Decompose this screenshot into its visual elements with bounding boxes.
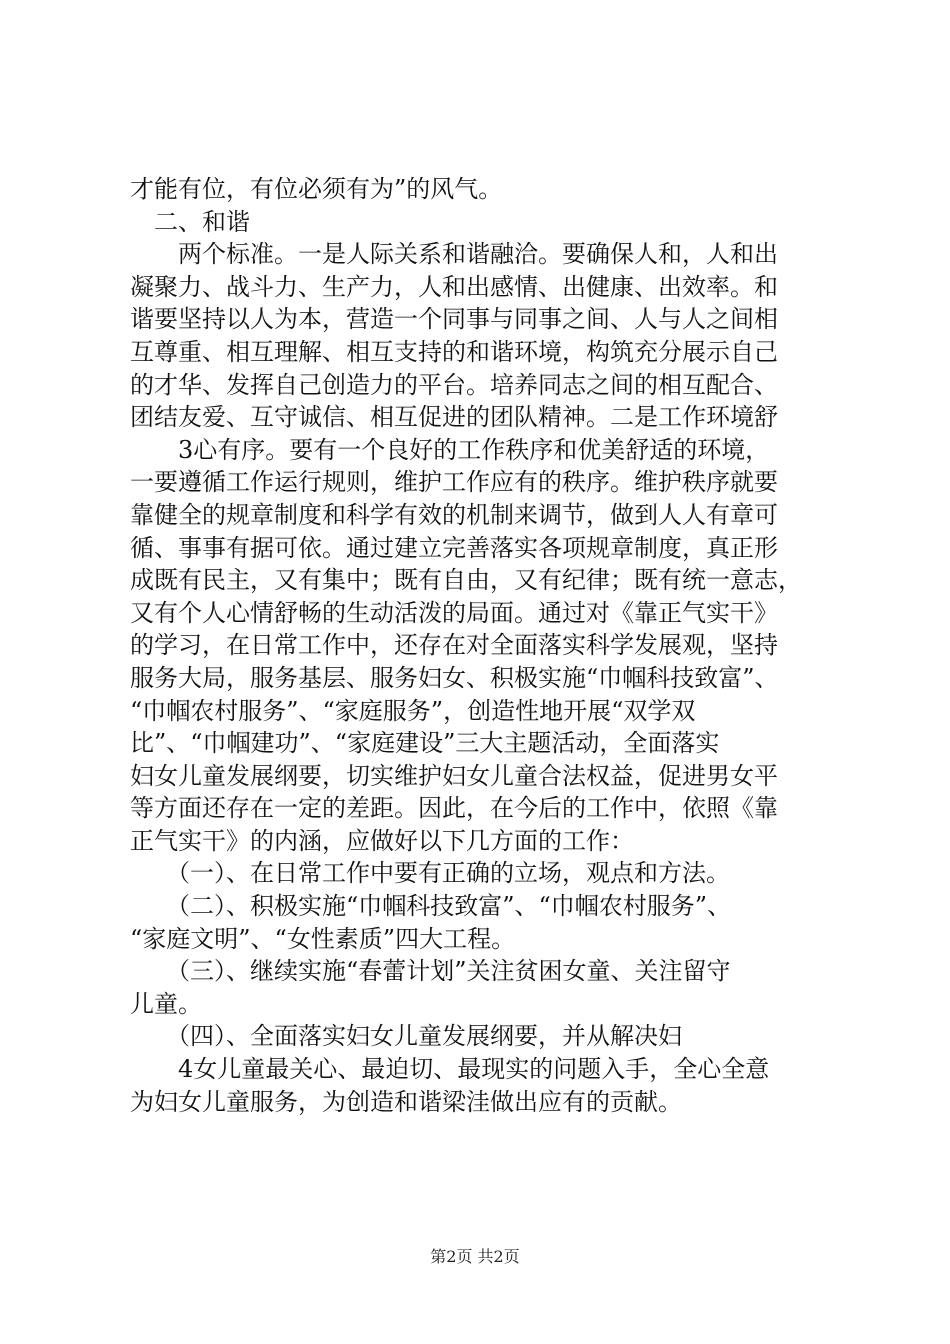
list-item: （三）、继续实施“春蕾计划”关注贫困女童、关注留守 [130, 957, 731, 986]
text-line: “家庭文明”、“女性素质”四大工程。 [130, 924, 516, 953]
text-line: 等方面还存在一定的差距。因此，在今后的工作中，依照《靠 [130, 794, 778, 823]
text-line: 服务大局，服务基层、服务妇女、积极实施“巾帼科技致富”、 [130, 663, 779, 692]
text-line: 又有个人心情舒畅的生动活泼的局面。通过对《靠正气实干》 [130, 598, 778, 627]
text-line: 一要遵循工作运行规则，维护工作应有的秩序。维护秩序就要 [130, 468, 778, 497]
text-line: 的学习，在日常工作中，还存在对全面落实科学发展观，坚持 [130, 631, 778, 660]
text-line: 谐要坚持以人为本，营造一个同事与同事之间、人与人之间相 [130, 305, 778, 334]
document-body [130, 173, 830, 1118]
text-line: 凝聚力、战斗力、生产力，人和出感情、出健康、出效率。和 [130, 272, 778, 301]
text-line: 4女儿童最关心、最迫切、最现实的问题入手，全心全意 [130, 1055, 770, 1084]
text-line: 互尊重、相互理解、相互支持的和谐环境，构筑充分展示自己 [130, 337, 778, 366]
text-line: 才能有位，有位必须有为”的风气。 [130, 175, 503, 203]
text-line: 靠健全的规章制度和科学有效的机制来调节，做到人人有章可 [130, 500, 778, 529]
text-line: 比”、“巾帼建功”、“家庭建设”三大主题活动，全面落实 [130, 729, 720, 758]
text-line: 妇女儿童发展纲要，切实维护妇女儿童合法权益，促进男女平 [130, 761, 778, 790]
text-line: 儿童。 [130, 989, 202, 1018]
text-line: 的才华、发挥自己创造力的平台。培养同志之间的相互配合、 [130, 370, 778, 399]
text-line: 正气实干》的内涵，应做好以下几方面的工作： [130, 826, 634, 855]
list-item: （一）、在日常工作中要有正确的立场，观点和方法。 [130, 859, 730, 888]
text-line: 成既有民主，又有集中；既有自由，又有纪律；既有统一意志， [130, 566, 802, 595]
text-line: 循、事事有据可依。通过建立完善落实各项规章制度，真正形 [130, 533, 778, 562]
section-heading: 二、和谐 [130, 207, 250, 236]
list-item: （二）、积极实施“巾帼科技致富”、“巾帼农村服务”、 [130, 892, 732, 921]
text-line: “巾帼农村服务”、“家庭服务”，创造性地开展“双学双 [130, 696, 696, 725]
text-line: 两个标准。一是人际关系和谐融洽。要确保人和，人和出 [130, 240, 778, 269]
text-line: 团结友爱、互守诚信、相互促进的团队精神。二是工作环境舒 [130, 403, 778, 432]
text-line: 为妇女儿童服务，为创造和谐梁洼做出应有的贡献。 [130, 1087, 682, 1116]
list-item: （四）、全面落实妇女儿童发展纲要，并从解决妇 [130, 1022, 682, 1051]
text-line: 3心有序。要有一个良好的工作秩序和优美舒适的环境， [130, 435, 770, 464]
page-number-footer: 第2页 共2页 [430, 1247, 520, 1266]
